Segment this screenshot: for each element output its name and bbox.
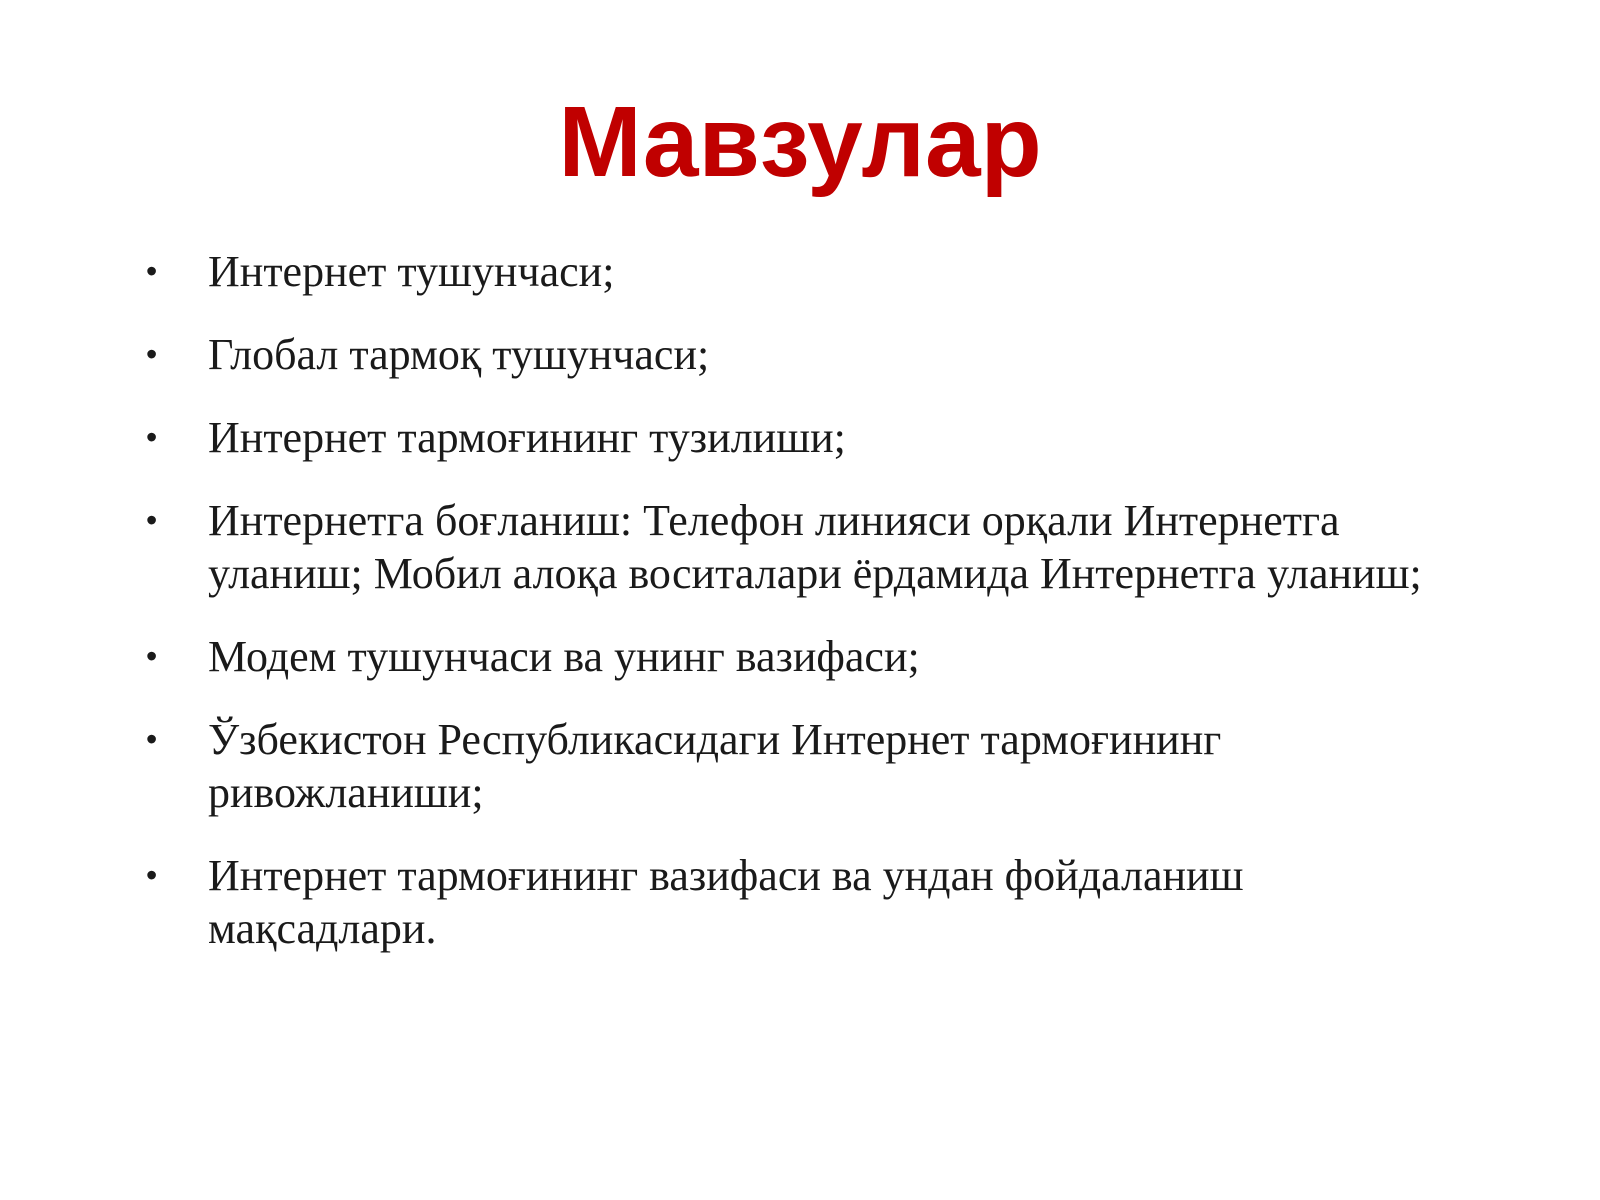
topic-list: [140, 245, 1480, 985]
slide-title: Мавзулар: [558, 86, 1042, 198]
bullet-icon: •: [146, 721, 158, 757]
bullet-icon: •: [146, 638, 158, 674]
list-item-text: Глобал тармоқ тушунчаси;: [208, 330, 710, 379]
list-item: [140, 713, 1480, 819]
list-item-text: Интернетга боғланиш: Телефон линияси орқали Интернетга уланиш; Мобил алоқа воситалари ёрдамида Интернетга уланиш;: [208, 496, 1422, 598]
bullet-icon: •: [146, 502, 158, 538]
bullet-icon: •: [146, 419, 158, 455]
list-item-text: Интернет тушунчаси;: [208, 247, 615, 296]
bullet-icon: •: [146, 857, 158, 893]
bullet-icon: •: [146, 336, 158, 372]
list-item: [140, 411, 1480, 464]
list-item-text: Интернет тармоғининг тузилиши;: [208, 413, 846, 462]
list-item-text: Ўзбекистон Республикасидаги Интернет тармоғининг ривожланиши;: [208, 715, 1222, 817]
list-item: [140, 245, 1480, 298]
list-item: [140, 494, 1480, 600]
list-item-text: Интернет тармоғининг вазифаси ва ундан фойдаланиш мақсадлари.: [208, 851, 1244, 953]
list-item-text: Модем тушунчаси ва унинг вазифаси;: [208, 632, 920, 681]
list-item: [140, 630, 1480, 683]
bullet-icon: •: [146, 253, 158, 289]
list-item: [140, 328, 1480, 381]
list-item: [140, 849, 1480, 955]
